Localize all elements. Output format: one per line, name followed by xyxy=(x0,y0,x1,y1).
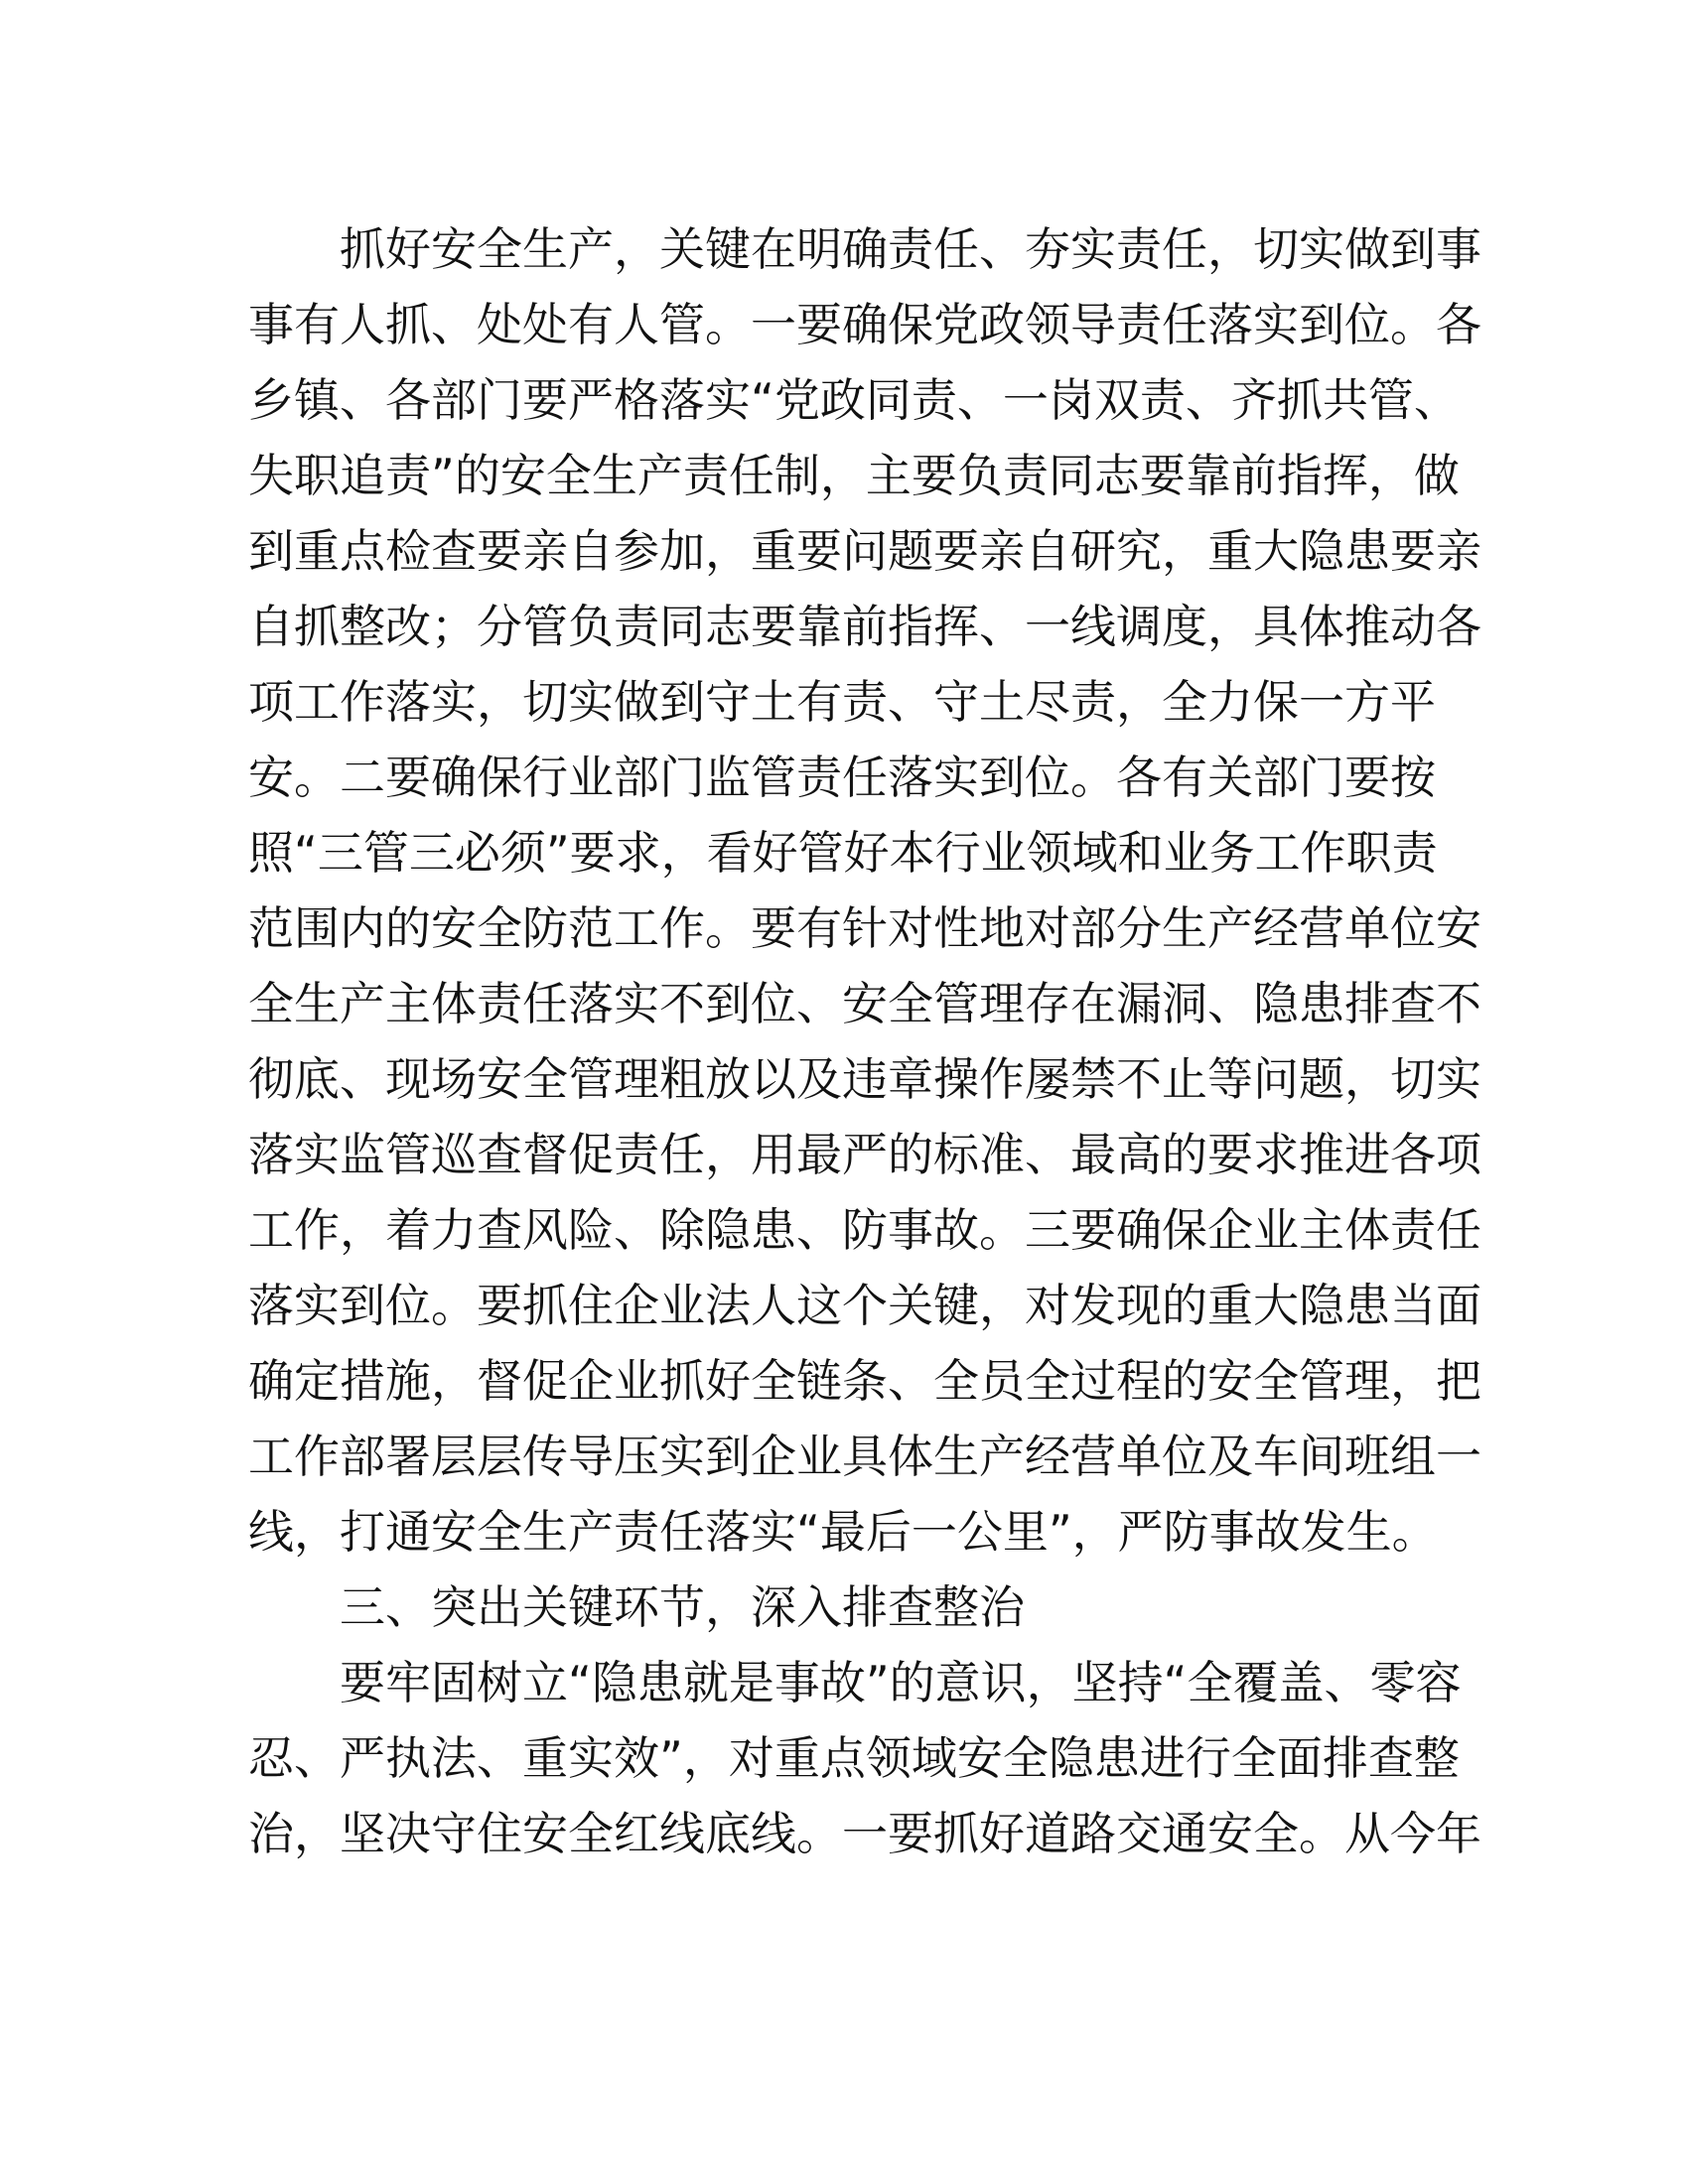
text-line: 失职追责”的安全生产责任制，主要负责同志要靠前指挥，做 xyxy=(248,449,1460,502)
text-line: 事有人抓、处处有人管。一要确保党政领导责任落实到位。各 xyxy=(248,298,1481,351)
paragraph-responsibility xyxy=(248,211,1481,1570)
text-line: 安。二要确保行业部门监管责任落实到位。各有关部门要按 xyxy=(248,751,1436,804)
text-line: 到重点检查要亲自参加，重要问题要亲自研究，重大隐患要亲 xyxy=(248,524,1481,578)
text-line: 工作部署层层传导压实到企业具体生产经营单位及车间班组一 xyxy=(248,1430,1481,1483)
text-line: 抓好安全生产，关键在明确责任、夯实责任，切实做到事 xyxy=(340,222,1481,276)
text-line: 线，打通安全生产责任落实“最后一公里”，严防事故发生。 xyxy=(248,1505,1438,1559)
text-line: 确定措施，督促企业抓好全链条、全员全过程的安全管理，把 xyxy=(248,1354,1481,1408)
document-body xyxy=(248,211,1481,1871)
text-line: 落实到位。要抓住企业法人这个关键，对发现的重大隐患当面 xyxy=(248,1279,1481,1332)
section-heading: 三、突出关键环节，深入排查整治 xyxy=(340,1580,1025,1634)
paragraph-hazard-inspection xyxy=(248,1645,1481,1871)
text-line: 自抓整改；分管负责同志要靠前指挥、一线调度，具体推动各 xyxy=(248,600,1481,653)
text-line: 治，坚决守住安全红线底线。一要抓好道路交通安全。从今年 xyxy=(248,1807,1481,1860)
text-line: 忍、严执法、重实效”，对重点领域安全隐患进行全面排查整 xyxy=(248,1731,1460,1785)
text-line: 项工作落实，切实做到守土有责、守土尽责，全力保一方平 xyxy=(248,675,1436,729)
text-line: 范围内的安全防范工作。要有针对性地对部分生产经营单位安 xyxy=(248,901,1481,955)
text-line: 全生产主体责任落实不到位、安全管理存在漏洞、隐患排查不 xyxy=(248,977,1481,1030)
text-line: 乡镇、各部门要严格落实“党政同责、一岗双责、齐抓共管、 xyxy=(248,373,1460,427)
text-line: 照“三管三必须”要求，看好管好本行业领域和业务工作职责 xyxy=(248,826,1438,880)
text-line: 落实监管巡查督促责任，用最严的标准、最高的要求推进各项 xyxy=(248,1128,1481,1181)
text-line: 工作，着力查风险、除隐患、防事故。三要确保企业主体责任 xyxy=(248,1203,1481,1257)
text-line: 彻底、现场安全管理粗放以及违章操作屡禁不止等问题，切实 xyxy=(248,1052,1481,1106)
text-line: 要牢固树立“隐患就是事故”的意识，坚持“全覆盖、零容 xyxy=(340,1656,1462,1709)
